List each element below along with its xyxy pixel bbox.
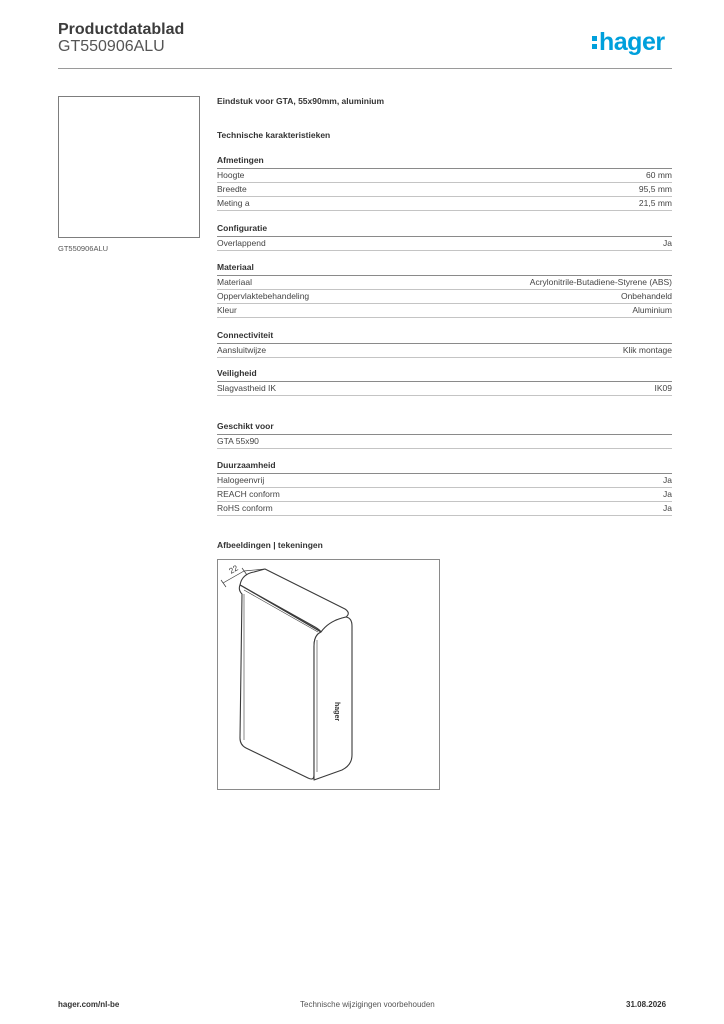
embossed-logo: hager	[333, 702, 340, 722]
technical-drawing	[217, 559, 440, 790]
table-row	[217, 502, 672, 516]
table-row	[217, 197, 672, 211]
row-label: Breedte	[217, 184, 247, 194]
row-value: Aluminium	[632, 305, 672, 315]
row-value: IK09	[654, 383, 672, 393]
drawings-heading: Afbeeldingen | tekeningen	[217, 540, 323, 550]
section-title: Connectiviteit	[217, 330, 672, 344]
hager-logo[interactable]	[592, 28, 665, 56]
row-label: Aansluitwijze	[217, 345, 267, 355]
dimension-label: 22	[227, 563, 240, 576]
section-materiaal	[217, 262, 672, 318]
footer-date: 31.08.2026	[626, 1000, 667, 1009]
table-row	[217, 237, 672, 251]
row-value: Onbehandeld	[620, 291, 672, 301]
logo-dots-icon	[592, 33, 598, 51]
footer-website-link[interactable]: hager.com/nl-be	[58, 1000, 120, 1009]
table-row	[217, 344, 672, 358]
section-afmetingen	[217, 155, 672, 211]
section-title: Afmetingen	[217, 155, 672, 169]
header-divider	[58, 68, 672, 69]
table-row	[217, 474, 672, 488]
table-row	[217, 382, 672, 396]
table-row	[217, 290, 672, 304]
logo-text: hager	[599, 27, 665, 56]
table-row	[217, 169, 672, 183]
table-row	[217, 435, 672, 449]
section-title: Geschikt voor	[217, 421, 672, 435]
footer-notice: Technische wijzigingen voorbehouden	[300, 1000, 435, 1009]
row-label: Oppervlaktebehandeling	[217, 291, 310, 301]
section-title: Duurzaamheid	[217, 460, 672, 474]
section-title: Veiligheid	[217, 368, 672, 382]
row-value: Ja	[663, 475, 672, 485]
table-row	[217, 276, 672, 290]
page-title: Productdatablad	[58, 21, 185, 38]
section-duurzaamheid	[217, 460, 672, 516]
row-label: RoHS conform	[217, 503, 273, 513]
row-value: Acrylonitrile-Butadiene-Styrene (ABS)	[529, 277, 672, 287]
row-label: Overlappend	[217, 238, 266, 248]
section-title: Configuratie	[217, 223, 672, 237]
row-value: 21,5 mm	[638, 198, 672, 208]
section-configuratie	[217, 223, 672, 251]
section-connectiviteit	[217, 330, 672, 358]
row-label: Slagvastheid IK	[217, 383, 277, 393]
row-label: GTA 55x90	[217, 436, 259, 446]
row-label: Halogeenvrij	[217, 475, 265, 485]
row-label: REACH conform	[217, 489, 280, 499]
product-code: GT550906ALU	[58, 38, 165, 55]
row-label: Materiaal	[217, 277, 252, 287]
technical-heading: Technische karakteristieken	[217, 130, 331, 140]
row-label: Kleur	[217, 305, 237, 315]
row-value: Ja	[663, 503, 672, 513]
row-value: Ja	[663, 238, 672, 248]
section-veiligheid	[217, 368, 672, 396]
end-cap-drawing	[218, 560, 439, 789]
section-geschikt-voor	[217, 421, 672, 449]
row-value: 60 mm	[646, 170, 672, 180]
row-value: Klik montage	[622, 345, 672, 355]
section-title: Materiaal	[217, 262, 672, 276]
row-label: Hoogte	[217, 170, 245, 180]
table-row	[217, 183, 672, 197]
row-value: 95,5 mm	[638, 184, 672, 194]
table-row	[217, 488, 672, 502]
row-label: Meting a	[217, 198, 250, 208]
table-row	[217, 304, 672, 318]
product-image	[58, 96, 200, 238]
product-image-caption: GT550906ALU	[58, 244, 109, 253]
row-value: Ja	[663, 489, 672, 499]
product-description: Eindstuk voor GTA, 55x90mm, aluminium	[217, 96, 385, 106]
